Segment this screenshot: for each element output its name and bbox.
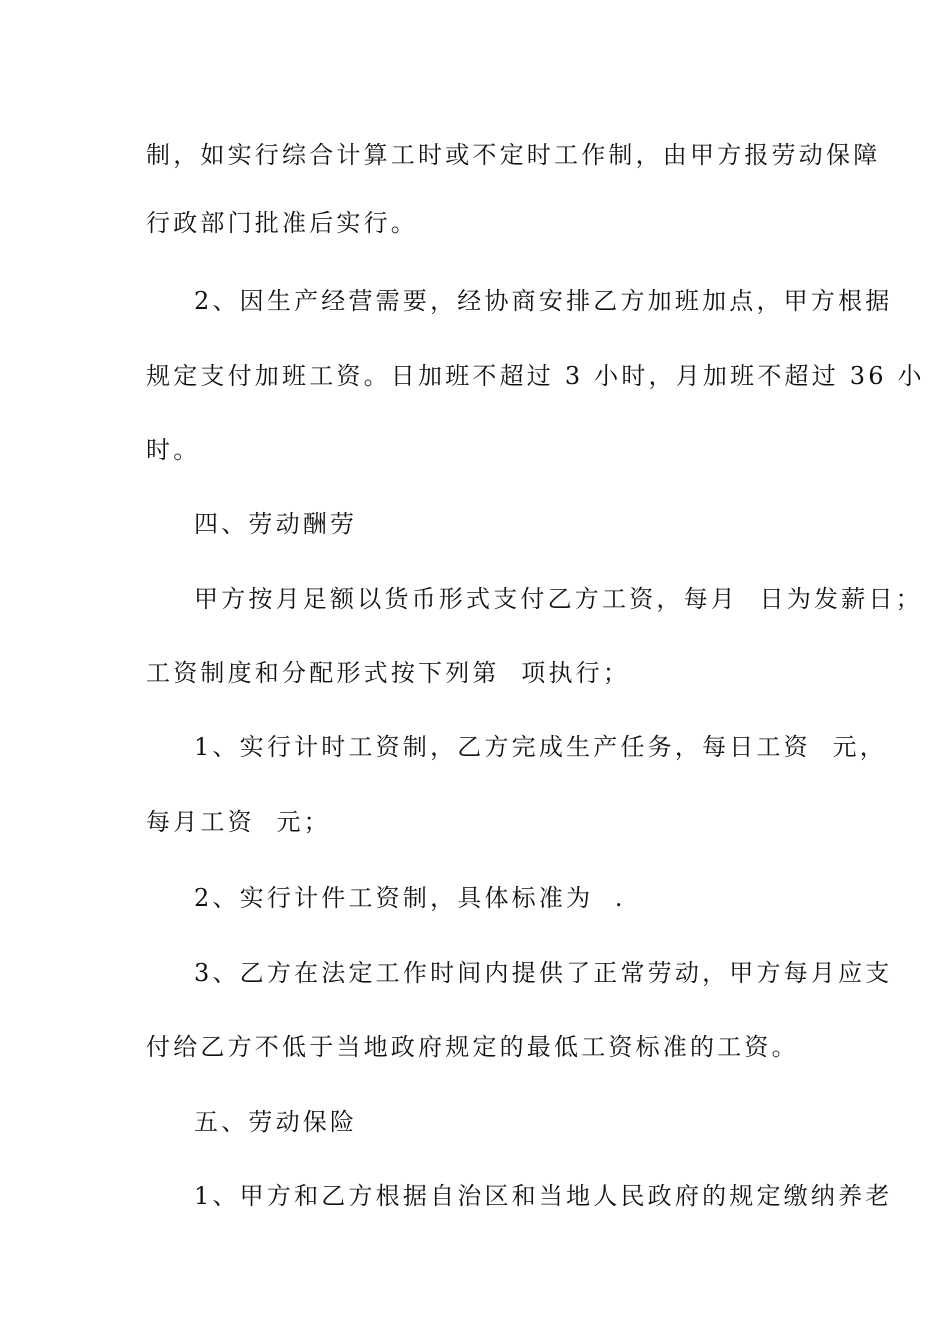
text-line: 2、实行计件工资制，具体标准为 . — [194, 884, 626, 912]
text-line: 时。 — [146, 436, 201, 464]
text-line: 甲方按月足额以货币形式支付乙方工资，每月 日为发薪日； — [194, 585, 923, 613]
text-line: 付给乙方不低于当地政府规定的最低工资标准的工资。 — [146, 1033, 799, 1061]
text-line: 制，如实行综合计算工时或不定时工作制，由甲方报劳动保障 — [146, 141, 881, 169]
text-line: 2、因生产经营需要，经协商安排乙方加班加点，甲方根据 — [194, 287, 893, 315]
text-line: 规定支付加班工资。日加班不超过 3 小时，月加班不超过 36 小 — [146, 362, 925, 390]
text-line: 行政部门批准后实行。 — [146, 209, 418, 237]
text-line: 工资制度和分配形式按下列第 项执行； — [146, 659, 631, 687]
text-line: 1、甲方和乙方根据自治区和当地人民政府的规定缴纳养老 — [194, 1182, 893, 1210]
section-heading: 四、劳动酬劳 — [194, 510, 358, 538]
text-line: 每月工资 元； — [146, 808, 331, 836]
text-line: 3、乙方在法定工作时间内提供了正常劳动，甲方每月应支 — [194, 959, 893, 987]
text-line: 1、实行计时工资制，乙方完成生产任务，每日工资 元， — [194, 733, 887, 761]
section-heading: 五、劳动保险 — [194, 1108, 358, 1136]
